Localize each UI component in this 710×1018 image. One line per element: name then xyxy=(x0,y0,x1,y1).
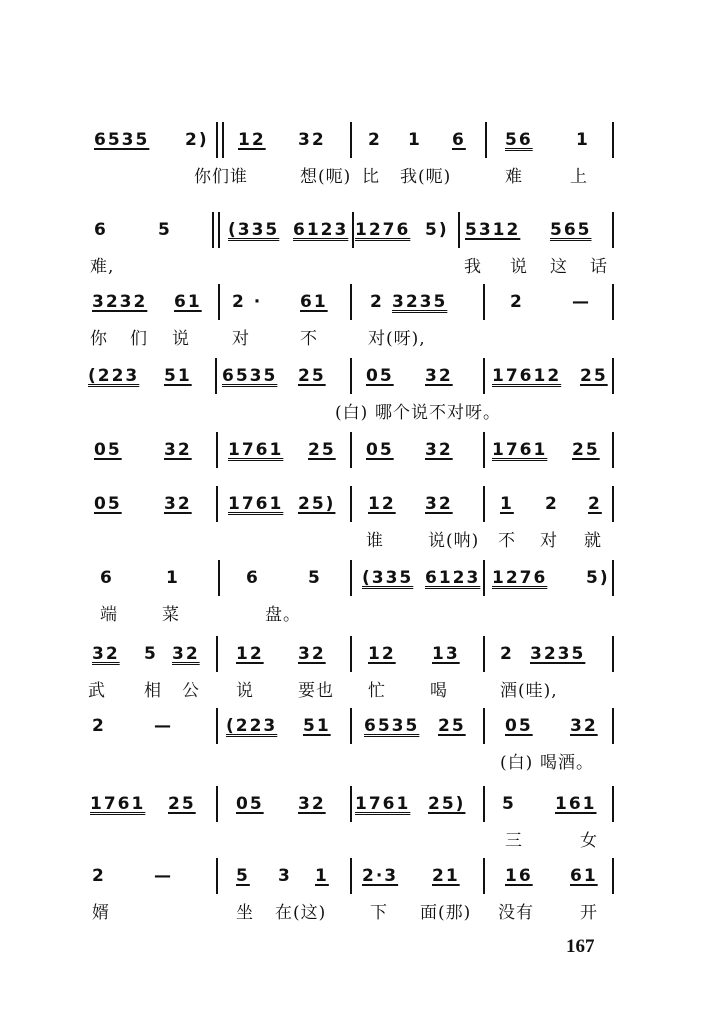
note-group: 61 xyxy=(300,292,328,312)
lyric-text: 下 xyxy=(370,903,388,923)
note-group: 61 xyxy=(174,292,202,312)
note-group: 17612 xyxy=(492,366,562,386)
note-group: 51 xyxy=(164,366,192,386)
bar-line xyxy=(216,432,218,468)
bar-line xyxy=(216,122,218,158)
note-group: — xyxy=(572,292,591,312)
note-group: 12 xyxy=(238,130,266,150)
note-group: 25 xyxy=(580,366,608,386)
note-group: 32 xyxy=(425,440,453,460)
note-group: 21 xyxy=(432,866,460,886)
lyric-text: 喝酒。 xyxy=(540,753,594,773)
notation-line xyxy=(0,212,710,248)
bar-line xyxy=(212,212,214,248)
note-group: 6123 xyxy=(425,568,481,588)
lyric-text: 就 xyxy=(584,531,602,551)
lyric-text: 说 xyxy=(510,257,528,277)
bar-line xyxy=(483,786,485,822)
lyric-text: 在(这) xyxy=(275,903,327,923)
note-group: 05 xyxy=(366,366,394,386)
lyric-text: 开 xyxy=(580,903,598,923)
note-group: 6535 xyxy=(222,366,278,386)
note-group: 13 xyxy=(432,644,460,664)
bar-line xyxy=(483,358,485,394)
note-group: 565 xyxy=(550,220,592,240)
lyric-text: 你们谁 xyxy=(194,167,248,187)
bar-line xyxy=(218,560,220,596)
note-group: 3235 xyxy=(530,644,586,664)
lyric-line xyxy=(0,600,710,626)
note-group: 32 xyxy=(570,716,598,736)
note-group: 1761 xyxy=(228,440,284,460)
bar-line xyxy=(350,858,352,894)
bar-line xyxy=(483,560,485,596)
lyric-text: 面(那) xyxy=(420,903,472,923)
lyric-line xyxy=(0,526,710,552)
notation-line xyxy=(0,636,710,672)
note-group: 1761 xyxy=(492,440,548,460)
lyric-text: 我(呃) xyxy=(400,167,452,187)
bar-line xyxy=(350,122,352,158)
bar-line xyxy=(350,708,352,744)
lyric-text: 没有 xyxy=(498,903,534,923)
note-group: 1761 xyxy=(355,794,411,814)
note-group: 2 xyxy=(510,292,524,312)
bar-line xyxy=(612,486,614,522)
note-group: 1 xyxy=(500,494,514,514)
lyric-text: 说 xyxy=(236,681,254,701)
notation-line xyxy=(0,486,710,522)
note-group: 2) xyxy=(185,130,209,150)
bar-line xyxy=(350,560,352,596)
note-group: 5) xyxy=(586,568,610,588)
note-group: 32 xyxy=(298,644,326,664)
lyric-text: 这 xyxy=(550,257,568,277)
lyric-line xyxy=(0,162,710,188)
bar-line xyxy=(483,708,485,744)
bar-line xyxy=(216,636,218,672)
lyric-text: 哪个说不对呀。 xyxy=(375,403,501,423)
note-group: 2·3 xyxy=(362,866,399,886)
note-group: 05 xyxy=(505,716,533,736)
lyric-line xyxy=(0,252,710,278)
bar-line xyxy=(350,636,352,672)
notation-line xyxy=(0,284,710,320)
lyric-text: 比 xyxy=(362,167,380,187)
note-group: 1 xyxy=(576,130,590,150)
note-group: 1761 xyxy=(228,494,284,514)
note-group: (335 xyxy=(362,568,414,588)
note-group: 05 xyxy=(366,440,394,460)
bar-line xyxy=(612,786,614,822)
page-number: 167 xyxy=(566,936,595,957)
note-group: 2 xyxy=(92,716,106,736)
lyric-text: (白) xyxy=(335,403,369,423)
bar-line xyxy=(350,358,352,394)
note-group: (223 xyxy=(88,366,140,386)
note-group: 05 xyxy=(236,794,264,814)
note-group: 3235 xyxy=(392,292,448,312)
lyric-line xyxy=(0,398,710,424)
note-group: 5 xyxy=(502,794,516,814)
lyric-text: 说 xyxy=(172,329,190,349)
note-group: 3232 xyxy=(92,292,148,312)
lyric-text: 忙 xyxy=(368,681,386,701)
bar-line xyxy=(216,708,218,744)
lyric-text: 上 xyxy=(570,167,588,187)
note-group: 1276 xyxy=(492,568,548,588)
bar-line xyxy=(612,284,614,320)
note-group: 05 xyxy=(94,440,122,460)
note-group: 25 xyxy=(308,440,336,460)
note-group: 2 xyxy=(368,130,382,150)
note-group: 32 xyxy=(298,130,326,150)
note-group: 1276 xyxy=(355,220,411,240)
note-group: 1 xyxy=(315,866,329,886)
note-group: 5312 xyxy=(465,220,521,240)
lyric-text: 们 xyxy=(130,329,148,349)
lyric-text: 公 xyxy=(182,681,200,701)
lyric-text: 不 xyxy=(300,329,318,349)
lyric-text: 难 xyxy=(505,167,523,187)
note-group: 6 xyxy=(246,568,260,588)
note-group: 32 xyxy=(298,794,326,814)
note-group: 6 xyxy=(94,220,108,240)
note-group: 25) xyxy=(428,794,466,814)
bar-line xyxy=(222,122,224,158)
bar-line xyxy=(350,432,352,468)
bar-line xyxy=(352,212,354,248)
note-group: 1761 xyxy=(90,794,146,814)
lyric-text: 坐 xyxy=(236,903,254,923)
lyric-text: 你 xyxy=(90,329,108,349)
note-group: 1 xyxy=(166,568,180,588)
bar-line xyxy=(350,486,352,522)
lyric-text: 想(呃) xyxy=(300,167,352,187)
lyric-text: 盘。 xyxy=(265,605,301,625)
lyric-text: 婿 xyxy=(92,903,110,923)
note-group: 51 xyxy=(303,716,331,736)
bar-line xyxy=(215,358,217,394)
lyric-text: 对(呀), xyxy=(368,329,426,349)
notation-line xyxy=(0,122,710,158)
bar-line xyxy=(612,858,614,894)
note-group: 2 · xyxy=(232,292,263,312)
note-group: 12 xyxy=(236,644,264,664)
lyric-text: 菜 xyxy=(162,605,180,625)
note-group: 25 xyxy=(298,366,326,386)
note-group: 56 xyxy=(505,130,533,150)
lyric-text: 我 xyxy=(464,257,482,277)
note-group: 3 xyxy=(278,866,292,886)
notation-line xyxy=(0,358,710,394)
bar-line xyxy=(216,858,218,894)
note-group: 61 xyxy=(570,866,598,886)
lyric-line xyxy=(0,748,710,774)
lyric-text: 喝 xyxy=(430,681,448,701)
lyric-text: 端 xyxy=(100,605,118,625)
note-group: — xyxy=(154,866,173,886)
note-group: 6 xyxy=(100,568,114,588)
lyric-line xyxy=(0,676,710,702)
lyric-text: 相 xyxy=(144,681,162,701)
lyric-text: 说(呐) xyxy=(428,531,480,551)
note-group: 12 xyxy=(368,644,396,664)
note-group: 25 xyxy=(572,440,600,460)
note-group: 2 xyxy=(588,494,602,514)
note-group: 6535 xyxy=(94,130,150,150)
note-group: 12 xyxy=(368,494,396,514)
bar-line xyxy=(483,636,485,672)
lyric-line xyxy=(0,324,710,350)
note-group: 25 xyxy=(168,794,196,814)
notation-line xyxy=(0,708,710,744)
bar-line xyxy=(350,284,352,320)
note-group: 5) xyxy=(425,220,449,240)
bar-line xyxy=(483,858,485,894)
note-group: 05 xyxy=(94,494,122,514)
note-group: 32 xyxy=(164,494,192,514)
note-group: 5 xyxy=(236,866,250,886)
bar-line xyxy=(612,708,614,744)
note-group: 25 xyxy=(438,716,466,736)
lyric-text: 难, xyxy=(90,257,115,277)
note-group: — xyxy=(154,716,173,736)
bar-line xyxy=(216,786,218,822)
lyric-text: 不 xyxy=(498,531,516,551)
lyric-text: 对 xyxy=(540,531,558,551)
note-group: 5 xyxy=(144,644,158,664)
lyric-text: 要也 xyxy=(298,681,334,701)
note-group: 6123 xyxy=(293,220,349,240)
bar-line xyxy=(612,636,614,672)
note-group: 6535 xyxy=(364,716,420,736)
note-group: (223 xyxy=(226,716,278,736)
lyric-text: (白) xyxy=(500,753,534,773)
note-group: 32 xyxy=(164,440,192,460)
note-group: 5 xyxy=(158,220,172,240)
bar-line xyxy=(218,284,220,320)
bar-line xyxy=(612,122,614,158)
bar-line xyxy=(612,358,614,394)
note-group: 2 xyxy=(500,644,514,664)
note-group: (335 xyxy=(228,220,280,240)
lyric-text: 对 xyxy=(232,329,250,349)
bar-line xyxy=(612,560,614,596)
note-group: 32 xyxy=(92,644,120,664)
notation-line xyxy=(0,432,710,468)
note-group: 16 xyxy=(505,866,533,886)
note-group: 2 xyxy=(370,292,384,312)
note-group: 32 xyxy=(172,644,200,664)
bar-line xyxy=(458,212,460,248)
bar-line xyxy=(218,212,220,248)
note-group: 161 xyxy=(555,794,597,814)
note-group: 2 xyxy=(545,494,559,514)
lyric-line xyxy=(0,826,710,852)
lyric-line xyxy=(0,898,710,924)
bar-line xyxy=(483,486,485,522)
bar-line xyxy=(216,486,218,522)
note-group: 25) xyxy=(298,494,336,514)
bar-line xyxy=(483,432,485,468)
note-group: 6 xyxy=(452,130,466,150)
note-group: 32 xyxy=(425,494,453,514)
bar-line xyxy=(350,786,352,822)
notation-line xyxy=(0,858,710,894)
lyric-text: 话 xyxy=(590,257,608,277)
bar-line xyxy=(612,432,614,468)
bar-line xyxy=(483,284,485,320)
lyric-text: 酒(哇), xyxy=(500,681,558,701)
note-group: 1 xyxy=(408,130,422,150)
notation-line xyxy=(0,560,710,596)
note-group: 5 xyxy=(308,568,322,588)
notation-line xyxy=(0,786,710,822)
lyric-text: 武 xyxy=(88,681,106,701)
lyric-text: 三 xyxy=(505,831,523,851)
bar-line xyxy=(612,212,614,248)
lyric-text: 女 xyxy=(580,831,598,851)
note-group: 2 xyxy=(92,866,106,886)
bar-line xyxy=(485,122,487,158)
lyric-text: 谁 xyxy=(366,531,384,551)
note-group: 32 xyxy=(425,366,453,386)
